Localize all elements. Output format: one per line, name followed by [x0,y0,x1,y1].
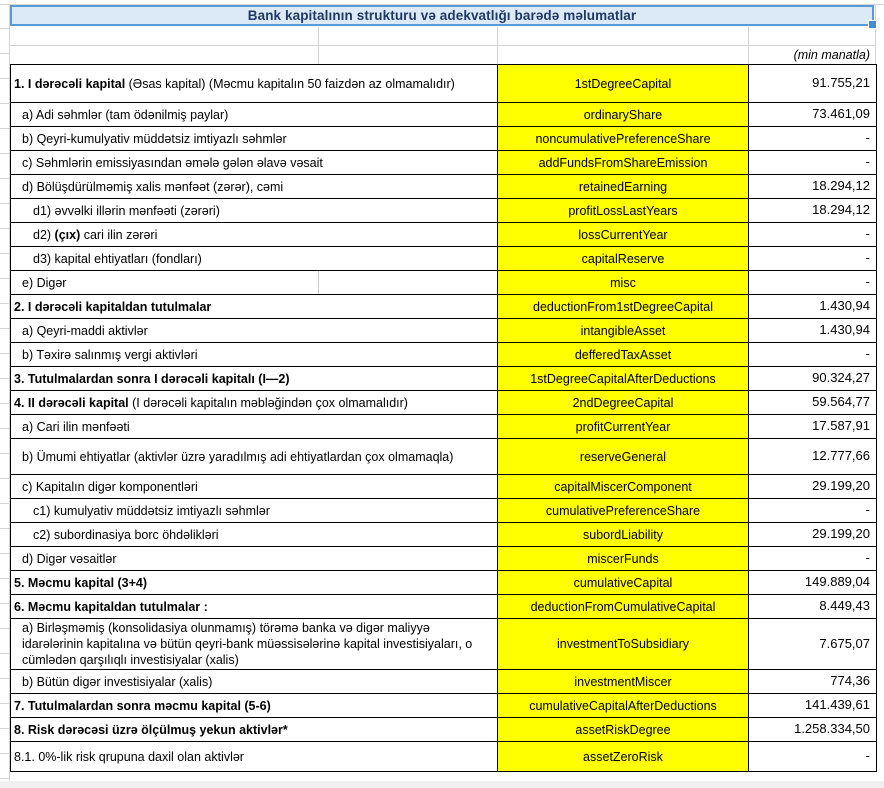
table-row [11,271,877,295]
row-label-segment: c) Kapitalın digər komponentləri [22,479,198,494]
title-cell[interactable] [10,5,874,26]
table-row [11,175,877,199]
capital-structure-table [10,64,877,772]
row-value-cell[interactable]: - [749,499,877,523]
row-label-cell[interactable] [11,247,498,271]
row-value-cell[interactable]: 91.755,21 [749,65,877,103]
row-label-segment: 3. Tutulmalardan sonra I dərəcəli kapitalı (I—2) [14,371,290,386]
row-label-cell[interactable] [11,718,498,742]
row-label-cell[interactable] [11,151,498,175]
row-value-cell[interactable]: 90.324,27 [749,367,877,391]
row-code-cell[interactable]: capitalReserve [498,247,749,271]
table-row [11,367,877,391]
table-row [11,391,877,415]
row-code-cell[interactable]: subordLiability [498,523,749,547]
row-value-cell[interactable]: - [749,151,877,175]
row-label-segment: b) Qeyri-kumulyativ müddətsiz imtiyazlı səhmlər [22,131,287,146]
row-label-segment: b) Təxirə salınmış vergi aktivləri [22,347,198,362]
row-label-segment: 8.1. 0%-lik risk qrupuna daxil olan aktivlər [14,749,244,764]
row-label-cell[interactable] [11,595,498,619]
row-code-cell[interactable]: intangibleAsset [498,319,749,343]
table-row [11,499,877,523]
table-row [11,523,877,547]
row-value-cell[interactable]: - [749,223,877,247]
row-code-cell[interactable]: profitLossLastYears [498,199,749,223]
row-code-cell[interactable]: profitCurrentYear [498,415,749,439]
row-label-segment: 5. Məcmu kapital (3+4) [14,575,148,590]
row-code-cell[interactable]: ordinaryShare [498,103,749,127]
table-row [11,319,877,343]
row-value-cell[interactable]: 29.199,20 [749,523,877,547]
row-label-segment: (çıx) [54,227,81,242]
row-label-segment: a) Birləşməmiş (konsolidasiya olunmamış) törəmə banka və digər maliyyə idarələrinin kapitalına və bütün qeyri-bank müəssisələrinə kapital investisiyaları, o cümlədən qarşılıqlı investisiyalar (xalis) [22,621,473,667]
row-label-cell[interactable] [11,475,498,499]
row-code-cell[interactable]: addFundsFromShareEmission [498,151,749,175]
row-label-cell[interactable] [11,367,498,391]
row-code-cell[interactable]: assetZeroRisk [498,742,749,772]
row-label-cell[interactable] [11,271,498,295]
row-value-cell[interactable]: 1.430,94 [749,295,877,319]
table-row [11,742,877,772]
row-code-cell[interactable]: investmentToSubsidiary [498,619,749,670]
row-label-cell[interactable] [11,742,498,772]
row-value-cell[interactable]: 141.439,61 [749,694,877,718]
row-label-cell[interactable] [11,499,498,523]
row-label-cell[interactable] [11,65,498,103]
gridline-right [875,4,876,64]
table-row [11,127,877,151]
row-code-cell[interactable]: miscerFunds [498,547,749,571]
row-code-cell[interactable]: deductionFrom1stDegreeCapital [498,295,749,319]
table-row [11,103,877,127]
row-value-cell[interactable]: - [749,742,877,772]
row-label-segment: 7. Tutulmalardan sonra məcmu kapital (5-6) [14,698,271,713]
row-label-cell[interactable] [11,199,498,223]
row-label-segment: d) Digər vəsaitlər [22,551,117,566]
table-row [11,547,877,571]
table-row [11,694,877,718]
table-row [11,718,877,742]
table-row [11,151,877,175]
row-label-cell[interactable] [11,439,498,475]
row-label-segment: a) Qeyri-maddi aktivlər [22,323,148,338]
row-label-segment: (I dərəcəli kapitalın məbləğindən çox olmamalıdır) [128,395,408,410]
gridline-col-a [318,27,319,64]
row-label-segment: 1. I dərəcəli kapital [14,76,126,91]
row-label-segment: d3) kapital ehtiyatları (fondları) [33,251,202,266]
row-value-cell[interactable]: - [749,547,877,571]
gridline-col-b [497,27,498,64]
table-row [11,343,877,367]
row-value-cell[interactable]: 59.564,77 [749,391,877,415]
table-row [11,65,877,103]
row-label-segment: 4. II dərəcəli kapital [14,395,129,410]
table-row [11,571,877,595]
row-label-segment: 6. Məcmu kapitaldan tutulmalar : [14,599,208,614]
unit-note: (min manatla) [793,48,870,62]
row-value-cell[interactable]: - [749,343,877,367]
row-label-segment: e) Digər [22,275,67,290]
row-code-cell[interactable]: deductionFromCumulativeCapital [498,595,749,619]
row-code-cell[interactable]: 1stDegreeCapital [498,65,749,103]
row-label-segment: a) Adi səhmlər (tam ödənilmiş paylar) [22,107,229,122]
row-label-cell[interactable] [11,175,498,199]
row-label-segment: 2. I dərəcəli kapitaldan tutulmalar [14,299,212,314]
row-label-segment: a) Cari ilin mənfəəti [22,419,130,434]
row-label-segment: c2) subordinasiya borc öhdəlikləri [33,527,219,542]
row-label-segment: c) Səhmlərin emissiyasından əmələ gələn əlavə vəsait [22,155,323,170]
row-gutter [0,4,10,781]
row-label-segment: (Əsas kapital) (Məcmu kapitalın 50 faizdən az olmamalıdır) [125,76,455,91]
row-value-cell[interactable]: 774,36 [749,670,877,694]
row-value-cell[interactable]: 17.587,91 [749,415,877,439]
row-value-cell[interactable]: - [749,271,877,295]
row-value-cell[interactable]: 149.889,04 [749,571,877,595]
row-code-cell[interactable]: 1stDegreeCapitalAfterDeductions [498,367,749,391]
row-label-segment: d1) əvvəlki illərin mənfəəti (zərəri) [33,203,220,218]
row-label-segment: d) Bölüşdürülməmiş xalis mənfəət (zərər), cəmi [22,179,284,194]
row-value-cell[interactable]: 7.675,07 [749,619,877,670]
row-code-cell[interactable]: assetRiskDegree [498,718,749,742]
row-label-cell[interactable] [11,391,498,415]
table-row [11,475,877,499]
row-label-cell[interactable] [11,694,498,718]
table-row [11,415,877,439]
gridline-under-empty-row [10,45,875,46]
row-code-cell[interactable]: misc [498,271,749,295]
row-code-cell[interactable]: investmentMiscer [498,670,749,694]
row-value-cell[interactable]: 18.294,12 [749,175,877,199]
page-title: Bank kapitalının strukturu və adekvatlığı barədə məlumatlar [247,8,637,23]
table-row [11,199,877,223]
row-value-cell[interactable]: 73.461,09 [749,103,877,127]
row-code-cell[interactable]: lossCurrentYear [498,223,749,247]
row-value-cell[interactable]: 18.294,12 [749,199,877,223]
row-code-cell[interactable]: 2ndDegreeCapital [498,391,749,415]
row-value-cell[interactable]: 29.199,20 [749,475,877,499]
table-row [11,670,877,694]
row-label-segment: b) Ümumi ehtiyatlar (aktivlər üzrə yaradılmış adi ehtiyatlardan çox olmamaqla) [22,449,454,464]
row-code-cell[interactable]: capitalMiscerComponent [498,475,749,499]
row-label-cell[interactable] [11,670,498,694]
row-value-cell[interactable]: - [749,127,877,151]
row-label-segment: b) Bütün digər investisiyalar (xalis) [22,674,213,689]
table-row [11,595,877,619]
bottom-edge-strip [0,781,884,788]
row-label-cell[interactable] [11,619,498,670]
cell-gridline [318,271,319,294]
row-value-cell[interactable]: 1.258.334,50 [749,718,877,742]
row-code-cell[interactable]: defferedTaxAsset [498,343,749,367]
table-row [11,247,877,271]
table-row [11,295,877,319]
row-code-cell[interactable]: cumulativePreferenceShare [498,499,749,523]
row-label-cell[interactable] [11,343,498,367]
row-value-cell[interactable]: 12.777,66 [749,439,877,475]
row-value-cell[interactable]: - [749,247,877,271]
row-label-cell[interactable] [11,319,498,343]
table-row [11,619,877,670]
table-row [11,223,877,247]
row-label-cell[interactable] [11,415,498,439]
row-label-segment: c1) kumulyativ müddətsiz imtiyazlı səhmlər [33,503,270,518]
row-label-segment: 8. Risk dərəcəsi üzrə ölçülmuş yekun aktivlər* [14,722,288,737]
row-code-cell[interactable]: cumulativeCapital [498,571,749,595]
row-label-cell[interactable] [11,127,498,151]
row-label-cell[interactable] [11,547,498,571]
selection-fill-handle[interactable] [868,20,877,29]
row-value-cell[interactable]: 8.449,43 [749,595,877,619]
row-label-cell[interactable] [11,523,498,547]
row-label-segment: d2) [33,227,55,242]
row-label-cell[interactable] [11,223,498,247]
row-label-cell[interactable] [11,295,498,319]
row-value-cell[interactable]: 1.430,94 [749,319,877,343]
row-label-cell[interactable] [11,103,498,127]
row-code-cell[interactable]: reserveGeneral [498,439,749,475]
row-code-cell[interactable]: cumulativeCapitalAfterDeductions [498,694,749,718]
row-code-cell[interactable]: retainedEarning [498,175,749,199]
row-code-cell[interactable]: noncumulativePreferenceShare [498,127,749,151]
row-label-cell[interactable] [11,571,498,595]
table-row [11,439,877,475]
row-label-segment: cari ilin zərəri [80,227,158,242]
